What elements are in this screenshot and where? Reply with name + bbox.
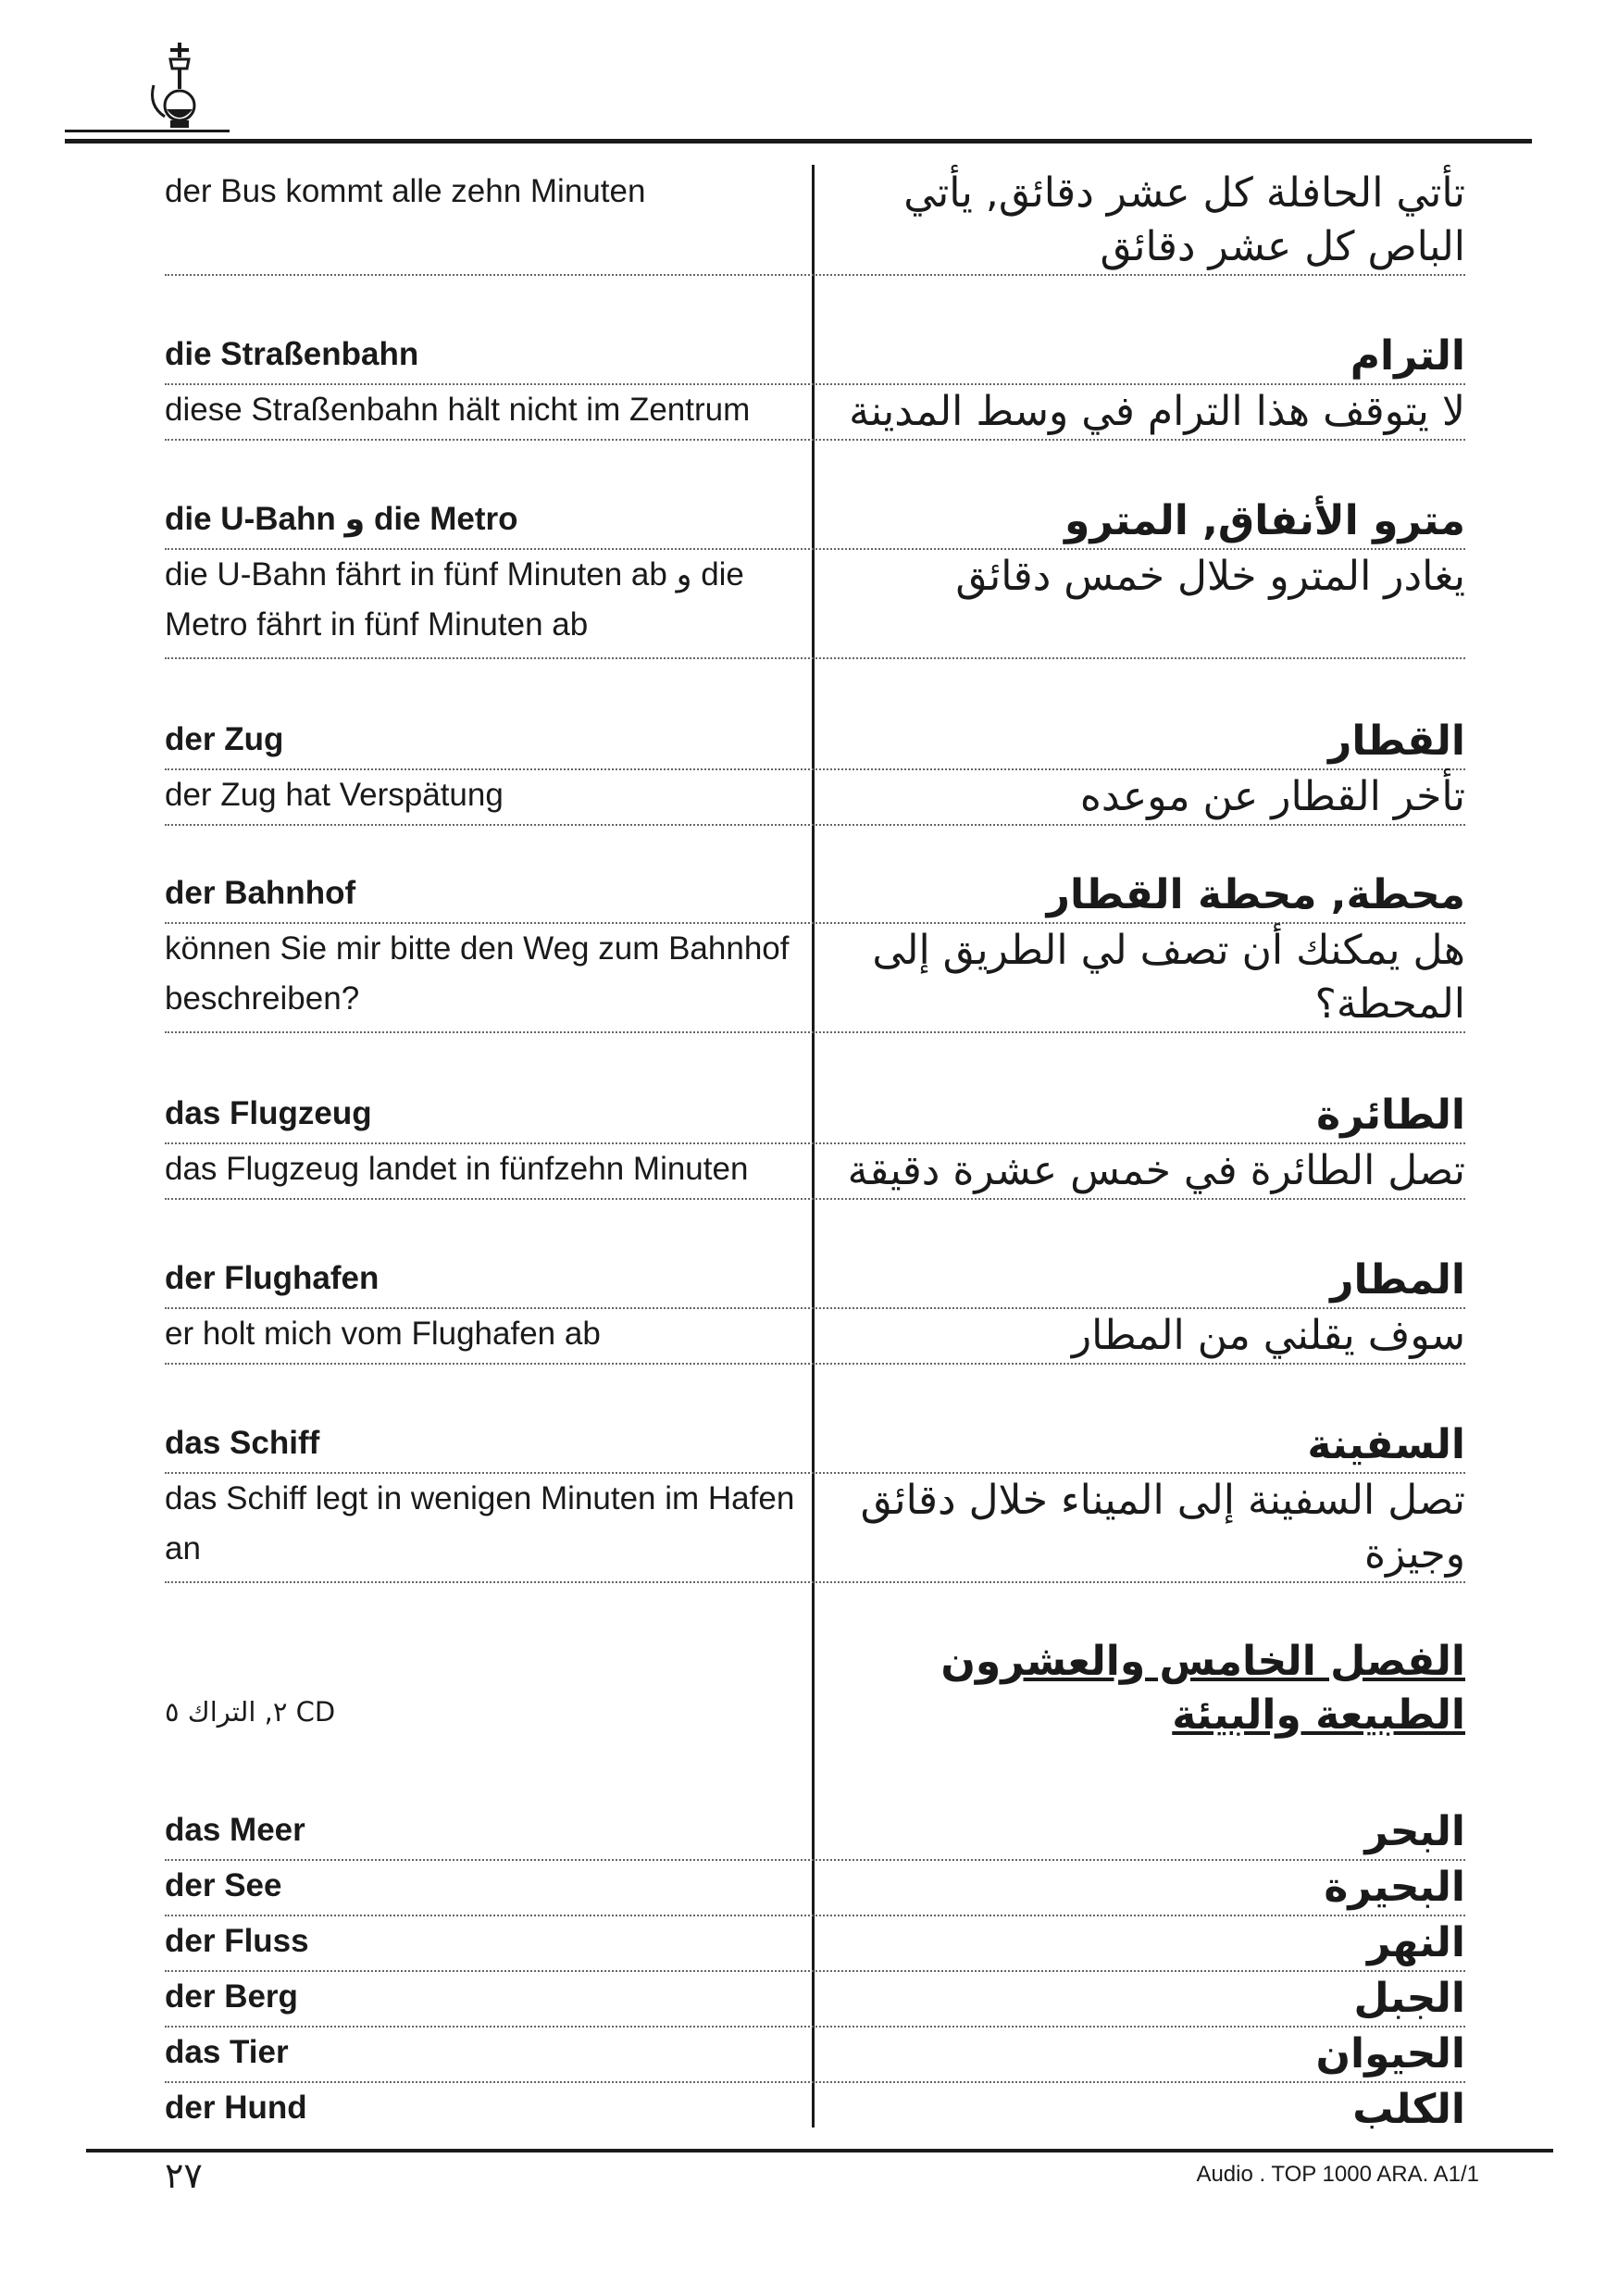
vocab-row (165, 385, 1465, 441)
chapter-heading (725, 1635, 1465, 1742)
arabic-term: الترام (1350, 332, 1465, 380)
german-term: das Meer (165, 1812, 305, 1848)
arabic-term: السفينة (1307, 1421, 1465, 1468)
vocab-row (165, 550, 1465, 659)
arabic-term: المطار (1330, 1256, 1465, 1304)
vocab-row (165, 1254, 1465, 1309)
arabic-text: تأخر القطار عن موعده (1079, 773, 1465, 820)
audio-track-label: CD ٢, التراك ٥ (165, 1696, 336, 1728)
vocab-row (165, 330, 1465, 385)
vocab-row (165, 715, 1465, 770)
german-term: die Straßenbahn (165, 336, 419, 372)
vocab-row (165, 2083, 1465, 2135)
german-term: der Bahnhof (165, 875, 356, 911)
hookah-icon (146, 41, 213, 133)
vocab-row (165, 1474, 1465, 1583)
german-term: der Berg (165, 1978, 298, 2015)
page-number: ٢٧ (165, 2155, 203, 2196)
german-term: der Hund (165, 2090, 307, 2126)
header-rule (65, 139, 1532, 144)
vocab-row (165, 1972, 1465, 2028)
arabic-term: البحيرة (1324, 1864, 1465, 1911)
header-logo-rule (65, 130, 230, 132)
arabic-term: النهر (1367, 1919, 1465, 1966)
arabic-text: لا يتوقف هذا الترام في وسط المدينة (849, 388, 1465, 435)
arabic-text: يغادر المترو خلال خمس دقائق (955, 553, 1465, 600)
chapter-title: الفصل الخامس والعشرون (940, 1638, 1465, 1685)
german-text: das Schiff legt in wenigen Minuten im Hafen an (165, 1480, 795, 1566)
arabic-text: سوف يقلني من المطار (1071, 1312, 1465, 1359)
vocab-row (165, 1861, 1465, 1916)
footer-label: Audio . TOP 1000 ARA. A1/1 (1196, 2162, 1479, 2187)
vocab-row (165, 1309, 1465, 1365)
vocab-row (165, 1144, 1465, 1200)
german-text: das Flugzeug landet in fünfzehn Minuten (165, 1151, 749, 1187)
arabic-term: الكلب (1352, 2086, 1465, 2133)
footer-rule (86, 2149, 1553, 2152)
german-text: diese Straßenbahn hält nicht im Zentrum (165, 392, 751, 428)
vocab-row (165, 167, 1465, 276)
german-text: können Sie mir bitte den Weg zum Bahnhof beschreiben? (165, 930, 790, 1017)
vocab-row (165, 1418, 1465, 1474)
vocab-row (165, 1916, 1465, 1972)
arabic-text: تأتي الحافلة كل عشر دقائق, يأتي الباص كل عشر دقائق (903, 169, 1465, 270)
german-text: der Zug hat Verspätung (165, 777, 504, 813)
arabic-term: مترو الأنفاق, المترو (1064, 497, 1465, 544)
german-term: das Schiff (165, 1425, 320, 1461)
german-term: die U-Bahn و die Metro (165, 501, 518, 537)
vocab-row (165, 1805, 1465, 1861)
german-term: der Zug (165, 721, 284, 757)
arabic-text: تصل السفينة إلى الميناء خلال دقائق وجيزة (860, 1477, 1465, 1578)
arabic-term: الحيوان (1315, 2030, 1465, 2078)
arabic-term: الطائرة (1316, 1092, 1465, 1139)
german-term: das Tier (165, 2034, 289, 2070)
german-term: der Flughafen (165, 1260, 380, 1296)
arabic-text: هل يمكنك أن تصف لي الطريق إلى المحطة؟ (872, 927, 1465, 1028)
arabic-term: الجبل (1353, 1975, 1465, 2022)
vocab-row (165, 770, 1465, 826)
vocab-row (165, 924, 1465, 1033)
vocab-row (165, 1089, 1465, 1144)
german-term: der See (165, 1867, 282, 1903)
arabic-term: القطار (1328, 718, 1465, 765)
arabic-text: تصل الطائرة في خمس عشرة دقيقة (847, 1147, 1465, 1194)
german-text: der Bus kommt alle zehn Minuten (165, 173, 646, 209)
vocab-row (165, 494, 1465, 550)
german-text: er holt mich vom Flughafen ab (165, 1316, 601, 1352)
german-text: die U-Bahn fährt in fünf Minuten ab و die Metro fährt in fünf Minuten ab (165, 556, 744, 643)
german-term: das Flugzeug (165, 1095, 372, 1131)
german-term: der Fluss (165, 1923, 309, 1959)
vocab-row (165, 2028, 1465, 2083)
vocab-row (165, 868, 1465, 924)
chapter-subtitle: الطبيعة والبيئة (1172, 1691, 1465, 1739)
arabic-term: البحر (1364, 1808, 1465, 1855)
arabic-term: محطة, محطة القطار (1046, 871, 1465, 918)
